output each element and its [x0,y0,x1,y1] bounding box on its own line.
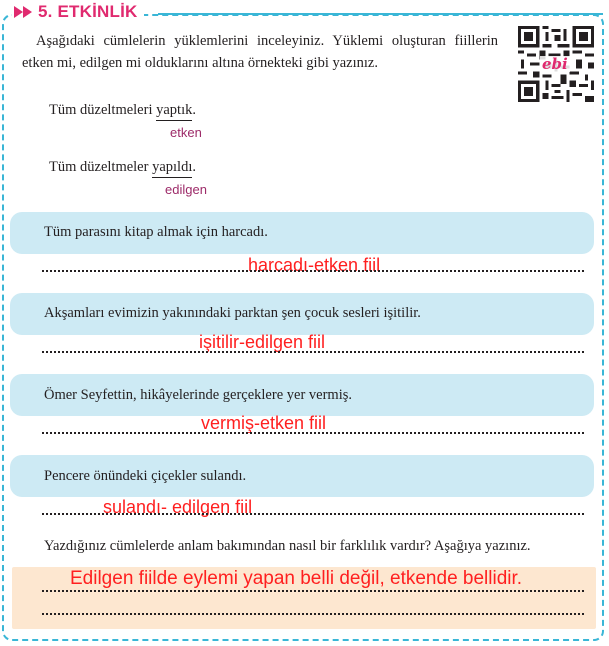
activity-header [12,2,144,22]
final-answer-line-2[interactable] [42,613,584,615]
answer-2[interactable]: işitilir-edilgen fiil [199,332,326,352]
final-question: Yazdığınız cümlelerde anlam bakımından nasıl bir farklılık vardır? Aşağıya yazınız. [44,538,531,554]
example-label-2: edilgen [165,182,207,197]
double-arrow-icon [14,6,32,18]
question-sentence-1: Tüm parasını kitap almak için harcadı. [44,224,268,240]
final-answer[interactable]: Edilgen fiilde eylemi yapan belli değil, etkende bellidir. [70,568,523,589]
answer-line-3[interactable] [42,432,584,434]
answer-3[interactable]: vermiş-etken fiil [201,413,327,433]
example-period: . [192,159,196,175]
example-period: . [192,102,196,118]
answer-line-1[interactable] [42,270,584,272]
example-sentence-1 [49,102,196,119]
answer-4[interactable]: sulandı- edilgen fiil [103,497,253,517]
example-verb: yapıldı [152,159,192,178]
question-sentence-2: Akşamları evimizin yakınındaki parktan şen çocuk sesleri işitilir. [44,305,421,321]
question-sentence-4: Pencere önündeki çiçekler sulandı. [44,468,247,484]
title-rule [158,13,603,15]
example-verb: yaptık [156,102,192,121]
final-answer-line-1[interactable] [42,590,584,592]
activity-title: 5. ETKİNLİK [38,2,138,21]
answer-1[interactable]: harcadı-etken fiil [248,255,381,275]
ebi-badge: ebi [542,55,568,73]
example-sentence-2 [49,159,196,176]
answer-line-2[interactable] [42,351,584,353]
answer-line-4[interactable] [42,513,584,515]
example-text: Tüm düzeltmeleri [49,102,157,118]
instruction-text: Aşağıdaki cümlelerin yüklemlerini inceleyiniz. Yüklemi oluşturan fiillerin etken mi, edilgen mi olduklarını altına örnekteki gibi yazınız. [22,33,498,71]
question-sentence-3: Ömer Seyfettin, hikâyelerinde gerçeklere yer vermiş. [44,387,352,403]
example-text: Tüm düzeltmeler [49,159,153,175]
example-label-1: etken [170,125,202,140]
